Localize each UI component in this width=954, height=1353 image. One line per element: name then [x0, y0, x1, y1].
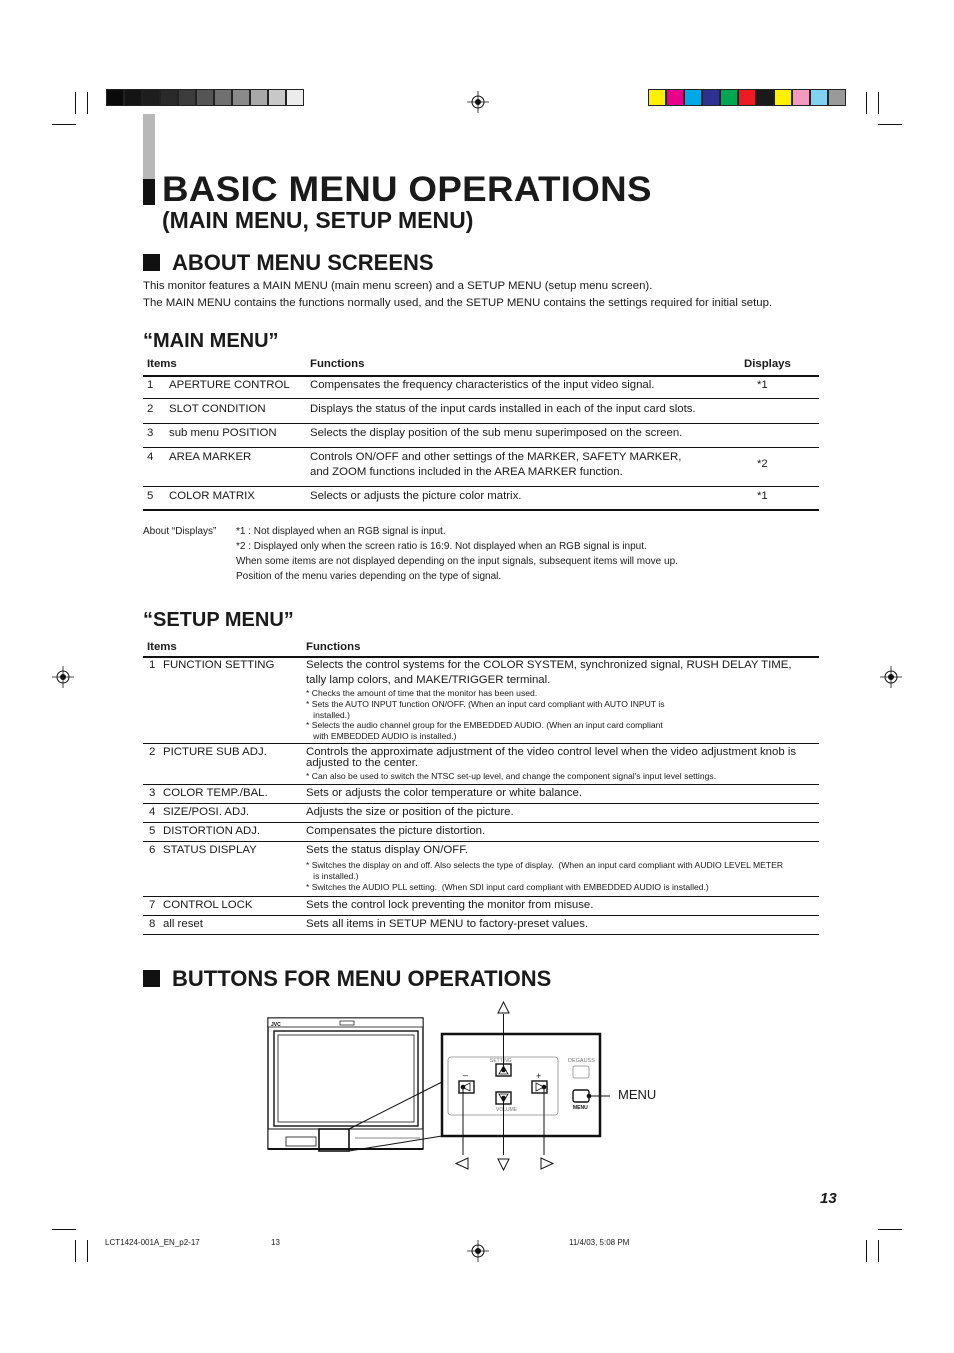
table-row-notes: [306, 860, 783, 892]
table-row-item: sub menu POSITION: [169, 427, 277, 439]
row-note: is installed.): [306, 870, 359, 881]
row-note: * Checks the amount of time that the monitor has been used.: [306, 688, 538, 698]
menu-callout-label: MENU: [618, 1087, 657, 1102]
table-row-function: Compensates the frequency characteristics of the input video signal.: [310, 379, 655, 391]
table-row-num: 2: [149, 746, 156, 758]
table-row-display: *1: [757, 490, 768, 502]
table-row-notes: [306, 771, 716, 782]
row-note: with EMBEDDED AUDIO is installed.): [306, 731, 457, 742]
table-row-function: Sets the control lock preventing the monitor from misuse.: [306, 899, 594, 911]
color-swatch: [810, 89, 828, 106]
color-swatch: [756, 89, 774, 106]
section-marker: [143, 970, 160, 987]
setup-menu-heading: “SETUP MENU”: [143, 609, 294, 631]
col-header-items: Items: [147, 358, 177, 370]
page-subtitle: (MAIN MENU, SETUP MENU): [162, 207, 474, 233]
color-swatch: [232, 89, 250, 106]
table-row-function: Selects the control systems for the COLOR SYSTEM, synchronized signal, RUSH DELAY TIME,: [306, 659, 792, 671]
table-row-display: *1: [757, 379, 768, 391]
row-note: * Switches the AUDIO PLL setting. (When SDI input card compliant with EMBEDDED AUDIO is installed.): [306, 881, 709, 892]
monitor-diagram: [260, 998, 610, 1178]
main-menu-heading: “MAIN MENU”: [143, 330, 279, 352]
down-arrow-icon: [498, 1159, 509, 1170]
table-row-num: 5: [147, 490, 154, 502]
color-swatch: [720, 89, 738, 106]
setting-label: SETTING: [490, 1058, 512, 1064]
color-swatch: [160, 89, 178, 106]
color-swatch: [286, 89, 304, 106]
table-row-item: FUNCTION SETTING: [163, 659, 275, 671]
color-swatch: [196, 89, 214, 106]
table-row-display: *2: [757, 458, 768, 470]
table-row-item: APERTURE CONTROL: [169, 379, 290, 391]
table-row-item: SIZE/POSI. ADJ.: [163, 806, 250, 818]
table-row-function: Sets all items in SETUP MENU to factory-preset values.: [306, 918, 589, 930]
table-row-function: Selects the display position of the sub menu superimposed on the screen.: [310, 427, 683, 439]
color-swatch: [214, 89, 232, 106]
row-note: * Can also be used to switch the NTSC set-up level, and change the component signal's input level settings.: [306, 771, 717, 781]
table-row-num: 1: [147, 379, 154, 391]
minus-label: –: [463, 1070, 469, 1080]
table-row-item: PICTURE SUB ADJ.: [163, 746, 267, 758]
table-row-num: 5: [149, 825, 156, 837]
color-swatch: [648, 89, 666, 106]
table-row-item: DISTORTION ADJ.: [163, 825, 261, 837]
color-swatch: [828, 89, 846, 106]
table-row-item: AREA MARKER: [169, 451, 252, 463]
about-text-1: This monitor features a MAIN MENU (main menu screen) and a SETUP MENU (setup menu screen).: [143, 280, 653, 292]
note-1: *1 : Not displayed when an RGB signal is input.: [236, 526, 446, 537]
table-row-item: COLOR MATRIX: [169, 490, 255, 502]
notes-label: About “Displays”: [143, 526, 217, 537]
section-heading-text: BUTTONS FOR MENU OPERATIONS: [172, 966, 552, 991]
footer-page: 13: [271, 1238, 280, 1247]
table-row-function: Sets or adjusts the color temperature or white balance.: [306, 787, 583, 799]
color-swatch: [738, 89, 756, 106]
row-note: * Selects the audio channel group for the EMBEDDED AUDIO. (When an input card compliant: [306, 720, 663, 731]
footer-date: 11/4/03, 5:08 PM: [569, 1238, 630, 1247]
table-row-num: 3: [149, 787, 156, 799]
table-row-num: 4: [147, 451, 154, 463]
left-arrow-icon: [456, 1158, 468, 1169]
note-4: Position of the menu varies depending on the type of signal.: [236, 571, 502, 582]
color-swatch: [702, 89, 720, 106]
table-row-function: Controls the approximate adjustment of the video control level when the video adjustment knob is: [306, 746, 797, 758]
table-row-item: STATUS DISPLAY: [163, 844, 257, 856]
color-swatch: [684, 89, 702, 106]
registration-mark-icon: [880, 666, 902, 688]
note-3: When some items are not displayed depending on the input signals, subsequent items will move up.: [236, 556, 678, 567]
page-title: BASIC MENU OPERATIONS: [162, 170, 652, 209]
table-row-num: 4: [149, 806, 156, 818]
footer-file: LCT1424-001A_EN_p2-17: [105, 1238, 200, 1247]
color-swatch: [106, 89, 124, 106]
up-arrow-icon: [498, 1002, 509, 1013]
title-marker: [143, 179, 155, 205]
table-row-num: 6: [149, 844, 156, 856]
registration-mark-icon: [467, 1240, 489, 1262]
color-swatch: [142, 89, 160, 106]
row-note: installed.): [306, 709, 350, 720]
col-header-functions: Functions: [310, 358, 365, 370]
table-row-num: 1: [149, 659, 156, 671]
menu-small-label: MENU: [573, 1105, 588, 1111]
table-row-function: Compensates the picture distortion.: [306, 825, 486, 837]
col-header-items: Items: [147, 641, 177, 653]
section-heading-text: ABOUT MENU SCREENS: [172, 250, 434, 275]
brand-logo: JVC: [271, 1022, 281, 1028]
section-heading-buttons: [143, 966, 551, 992]
about-text-2: The MAIN MENU contains the functions normally used, and the SETUP MENU contains the settings required for initial setup.: [143, 297, 773, 309]
table-row-function: Sets the status display ON/OFF.: [306, 844, 469, 856]
table-row-function-cont: and ZOOM functions included in the AREA MARKER function.: [310, 466, 623, 478]
row-note: * Sets the AUTO INPUT function ON/OFF. (When an input card compliant with AUTO INPUT is: [306, 698, 665, 709]
section-marker: [143, 254, 160, 271]
table-row-num: 8: [149, 918, 156, 930]
table-row-function-cont: tally lamp colors, and MAKE/TRIGGER terminal.: [306, 674, 551, 686]
volume-label: VOLUME: [496, 1107, 518, 1113]
table-row-function: Selects or adjusts the picture color matrix.: [310, 490, 522, 502]
color-swatch: [774, 89, 792, 106]
table-row-item: CONTROL LOCK: [163, 899, 253, 911]
table-row-item: COLOR TEMP./BAL.: [163, 787, 268, 799]
accent-bar: [143, 114, 155, 180]
color-swatch: [250, 89, 268, 106]
color-swatch: [666, 89, 684, 106]
table-row-function-cont: adjusted to the center.: [306, 757, 419, 769]
color-swatch: [178, 89, 196, 106]
table-row-num: 2: [147, 403, 154, 415]
page-number: 13: [820, 1190, 837, 1207]
col-header-functions: Functions: [306, 641, 361, 653]
color-swatch: [124, 89, 142, 106]
row-note: * Switches the display on and off. Also selects the type of display. (When an input card compliant with AUDIO LEVEL METER: [306, 860, 784, 870]
right-arrow-icon: [541, 1158, 553, 1169]
note-2: *2 : Displayed only when the screen ratio is 16:9. Not displayed when an RGB signal is input.: [236, 541, 647, 552]
table-row-notes: [306, 688, 665, 742]
menu-button[interactable]: [573, 1090, 589, 1102]
table-row-num: 3: [147, 427, 154, 439]
table-row-item: SLOT CONDITION: [169, 403, 266, 415]
section-heading-about: [143, 250, 434, 276]
table-row-item: all reset: [163, 918, 203, 930]
table-row-num: 7: [149, 899, 156, 911]
table-row-function: Displays the status of the input cards installed in each of the input card slots.: [310, 403, 696, 415]
color-swatch: [268, 89, 286, 106]
color-swatch: [792, 89, 810, 106]
plus-label: +: [536, 1071, 542, 1081]
registration-mark-icon: [52, 666, 74, 688]
col-header-displays: Displays: [744, 358, 791, 370]
registration-mark-icon: [467, 91, 489, 113]
table-row-function: Adjusts the size or position of the picture.: [306, 806, 514, 818]
table-row-function: Controls ON/OFF and other settings of the MARKER, SAFETY MARKER,: [310, 451, 682, 463]
degauss-label: DEGAUSS: [568, 1058, 595, 1064]
